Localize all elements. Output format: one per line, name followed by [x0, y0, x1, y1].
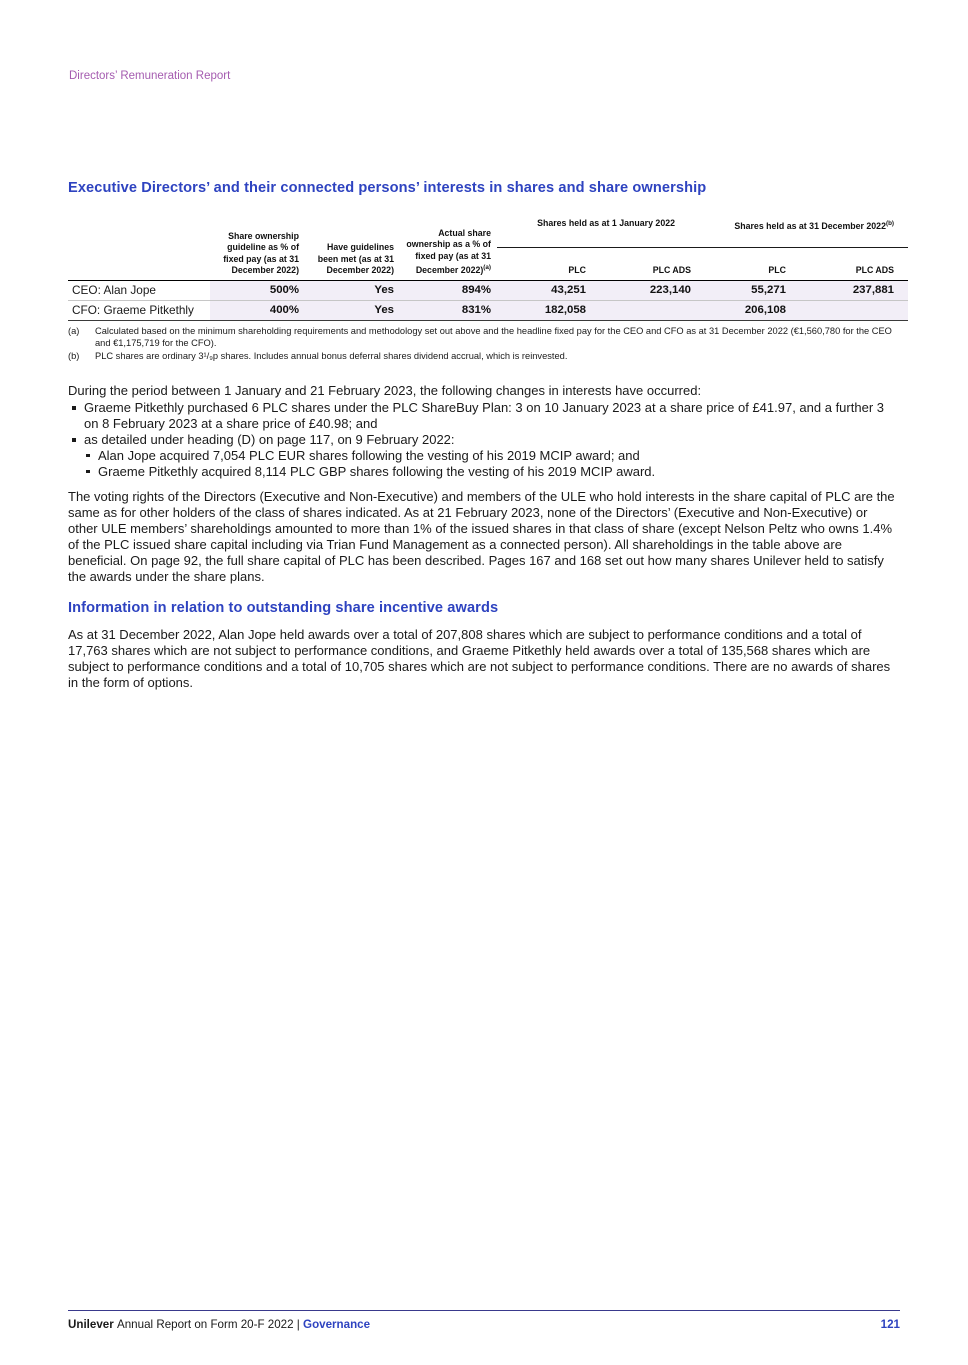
bullet-square-icon — [72, 406, 76, 410]
subheader-plc-dec: PLC — [768, 265, 786, 276]
table-cell: 55,271 — [697, 280, 792, 300]
changes-list — [68, 400, 896, 480]
list-item — [68, 464, 896, 480]
table-row-cfo — [68, 300, 908, 320]
col-header-actual-text: Actual share ownership as a % of fixed pay (as at 31 December 2022) — [406, 227, 491, 276]
footnote-b — [68, 351, 896, 363]
shares-table — [68, 217, 908, 321]
row-label-ceo: CEO: Alan Jope — [68, 280, 210, 300]
table-cell: 500% — [210, 280, 305, 300]
col-header-actual — [400, 217, 497, 280]
footer-middle-text: Annual Report on Form 20-F 2022 | — [117, 1318, 300, 1331]
list-item — [68, 448, 896, 464]
bullet-square-icon — [72, 438, 76, 442]
group-header-december — [697, 217, 908, 247]
row-label-cfo: CFO: Graeme Pitkethly — [68, 300, 210, 320]
group-header-december-text: Shares held as at 31 December 2022 — [734, 220, 886, 231]
footnote-a — [68, 326, 896, 349]
corner-cell — [68, 217, 210, 280]
footer-rule — [68, 1310, 900, 1311]
footnote-marker: (a) — [68, 326, 80, 336]
table-row-ceo — [68, 280, 908, 300]
subheader-plc-ads-jan: PLC ADS — [652, 265, 691, 276]
table-cell: 400% — [210, 300, 305, 320]
group-header-january: Shares held as at 1 January 2022 — [497, 217, 697, 247]
table-cell: 237,881 — [792, 280, 908, 300]
table-cell: 206,108 — [697, 300, 792, 320]
paragraph-voting-rights: The voting rights of the Directors (Executive and Non-Executive) and members of the ULE who hold interests in the share capital of PLC are the same as for other holders of the class of shares indicated. As at 21 February 2023, none of the Directors’ (Executive and Non-Executive) or other ULE members’ shareholdings amounted to more than 1% of the issued shares in that class of share (except Nelson Peltz who owns 1.4% of the PLC issued share capital including via Trian Fund Management as a connected person). All shareholdings in the table above are beneficial. On page 92, the full share capital of PLC has been described. Pages 167 and 168 set out how many shares Unilever held to satisfy the awards under the share plans. — [68, 489, 895, 584]
col-header-met: Have guidelines been met (as at 31 December 2022) — [317, 242, 394, 276]
table-cell: 182,058 — [497, 300, 592, 320]
footer-bar — [68, 1318, 900, 1331]
section-title-awards: Information in relation to outstanding share incentive awards — [68, 600, 499, 616]
report-header-label: Directors’ Remuneration Report — [69, 70, 231, 82]
paragraph-awards: As at 31 December 2022, Alan Jope held awards over a total of 207,808 shares which are subject to performance conditions and a total of 17,763 shares which are not subject to performance conditions, and Graeme Pitkethly held awards over a total of 135,568 shares which are subject to performance conditions and a total of 10,705 shares which are not subject to performance conditions. There are no awards of shares in the form of options. — [68, 627, 891, 690]
table-cell: Yes — [305, 300, 400, 320]
table-cell: 831% — [400, 300, 497, 320]
col-header-guideline: Share ownership guideline as % of fixed pay (as at 31 December 2022) — [223, 230, 299, 276]
footnotes — [68, 326, 896, 365]
list-item-text: Alan Jope acquired 7,054 PLC EUR shares following the vesting of his 2019 MCIP award; and — [98, 447, 640, 463]
paragraph-changes-intro: During the period between 1 January and 21 February 2023, the following changes in interests have occurred: — [68, 383, 702, 398]
table-cell: 43,251 — [497, 280, 592, 300]
list-item-text: Graeme Pitkethly purchased 6 PLC shares under the PLC ShareBuy Plan: 3 on 10 January 2023 at a share price of £41.97, and a further 3 on 8 February 2023 at a share price of £40.98; and — [84, 400, 884, 431]
subheader-plc-jan: PLC — [568, 265, 586, 276]
table-cell: 223,140 — [592, 280, 697, 300]
table-cell: 894% — [400, 280, 497, 300]
footnote-marker: (b) — [68, 351, 80, 362]
bullet-square-icon — [86, 454, 90, 458]
footer-brand: Unilever — [68, 1318, 114, 1331]
page-number: 121 — [880, 1318, 900, 1331]
list-item — [68, 432, 896, 448]
footer-governance-label: Governance — [303, 1318, 371, 1331]
footnote-ref-b: (b) — [885, 220, 895, 227]
table-cell: Yes — [305, 280, 400, 300]
list-item-text: as detailed under heading (D) on page 117, on 9 February 2022: — [84, 431, 455, 447]
table-cell — [792, 300, 908, 320]
bullet-square-icon — [86, 470, 90, 474]
list-item-text: Graeme Pitkethly acquired 8,114 PLC GBP shares following the vesting of his 2019 MCIP award. — [98, 463, 656, 479]
table-cell — [592, 300, 697, 320]
section-title-interests: Executive Directors’ and their connected persons’ interests in shares and share ownership — [68, 180, 707, 196]
list-item — [68, 400, 896, 432]
footnote-ref-a: (a) — [483, 264, 491, 272]
subheader-plc-ads-dec: PLC ADS — [855, 265, 895, 276]
footnote-text: PLC shares are ordinary 3¹/₉p shares. Includes annual bonus deferral shares dividend accrual, which is reinvested. — [95, 351, 568, 362]
footnote-text: Calculated based on the minimum shareholding requirements and methodology set out above and the headline fixed pay for the CEO and CFO as at 31 December 2022 (€1,560,780 for the CEO and €1,175,719 for the CFO). — [95, 326, 892, 348]
